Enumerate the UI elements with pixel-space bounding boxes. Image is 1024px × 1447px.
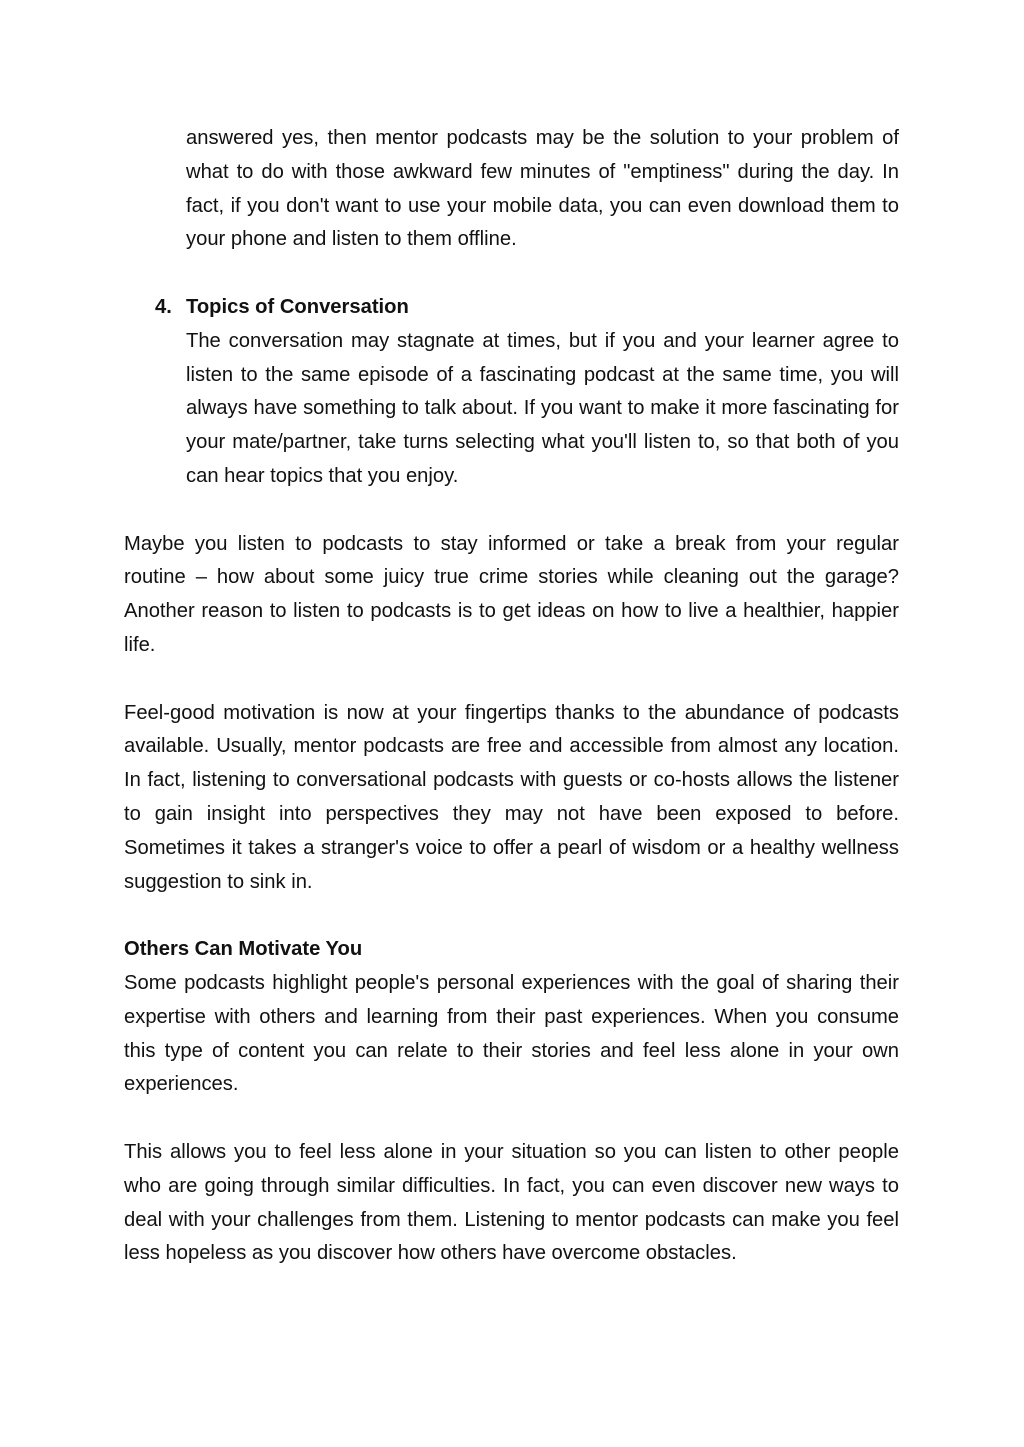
document-page [124, 122, 899, 1271]
list-item-body: The conversation may stagnate at times, but if you and your learner agree to listen to the same episode of a fascinating podcast at the same time, you will always have something to talk about. If you want to make it more fascinating for your mate/partner, take turns selecting what you'll listen to, so that both of you can hear topics that you enjoy. [186, 329, 899, 487]
paragraph-stay-informed: Maybe you listen to podcasts to stay informed or take a break from your regular routine – how about some juicy true crime stories while cleaning out the garage? Another reason to listen to podcasts is to get ideas on how to live a healthier, happier life. [124, 532, 899, 656]
paragraph-feel-good-motivation: Feel-good motivation is now at your fingertips thanks to the abundance of podcasts available. Usually, mentor podcasts are free and accessible from almost any location. In fact, listening to conversational podcasts with guests or co-hosts allows the listener to gain insight into perspectives they may not have been exposed to before. Sometimes it takes a stranger's voice to offer a pearl of wisdom or a healthy wellness suggestion to sink in. [124, 701, 899, 893]
section-paragraph-personal-experiences: Some podcasts highlight people's personal experiences with the goal of sharing their expertise with others and learning from their past experiences. When you consume this type of content you can relate to their stories and feel less alone in your own experiences. [124, 971, 899, 1096]
section-paragraph-less-alone: This allows you to feel less alone in your situation so you can listen to other people who are going through similar difficulties. In fact, you can even discover new ways to deal with your challenges from them. Listening to mentor podcasts can make you feel less hopeless as you discover how others have overcome obstacles. [124, 1140, 899, 1265]
list-item-title: Topics of Conversation [186, 295, 409, 318]
list-item-topics-of-conversation [155, 291, 899, 494]
section-heading: Others Can Motivate You [124, 938, 363, 961]
list-number: 4. [155, 295, 172, 318]
intro-paragraph: answered yes, then mentor podcasts may be the solution to your problem of what to do with those awkward few minutes of "emptiness" during the day. In fact, if you don't want to use your mobile data, you can even download them to your phone and listen to them offline. [186, 127, 899, 251]
